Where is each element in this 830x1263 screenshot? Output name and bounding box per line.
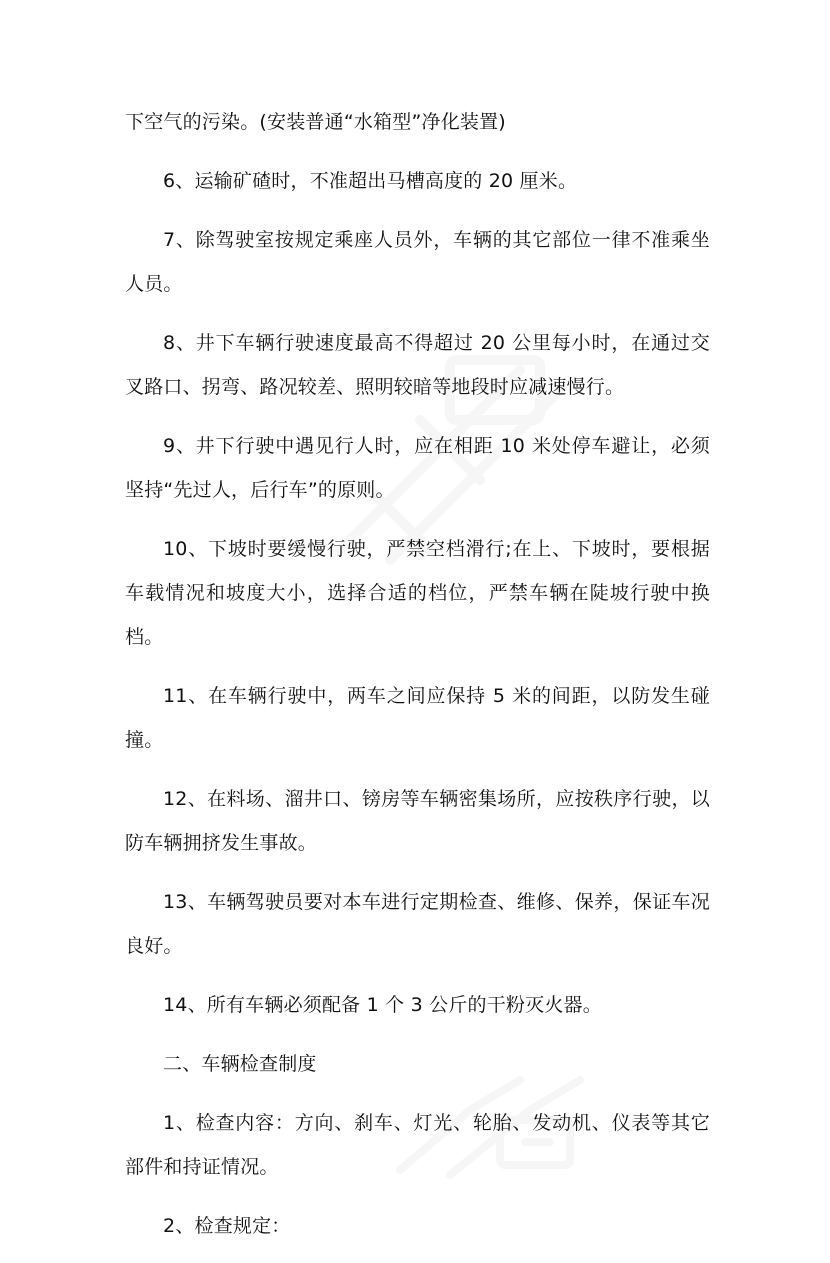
paragraph-continuation: 下空气的污染。(安装普通“水箱型”净化装置): [125, 111, 506, 133]
paragraph-rule-7: 7、除驾驶室按规定乘座人员外，车辆的其它部位一律不准乘坐人员。: [125, 229, 710, 295]
document-body: [125, 100, 710, 1263]
paragraph-rule-11: 11、在车辆行驶中，两车之间应保持 5 米的间距，以防发生碰撞。: [125, 685, 710, 751]
paragraph-rule-13: 13、车辆驾驶员要对本车进行定期检查、维修、保养，保证车况良好。: [125, 891, 710, 957]
paragraph-rule-12: 12、在料场、溜井口、镑房等车辆密集场所，应按秩序行驶，以防车辆拥挤发生事故。: [125, 788, 710, 854]
paragraph-rule-6: 6、运输矿碴时，不准超出马槽高度的 20 厘米。: [163, 170, 578, 192]
paragraph-check-rules: 2、检查规定：: [163, 1215, 291, 1237]
paragraph-rule-10: 10、下坡时要缓慢行驶，严禁空档滑行;在上、下坡时，要根据车载情况和坡度大小，选择合适的档位，严禁车辆在陡坡行驶中换档。: [125, 538, 710, 648]
paragraph-check-content: 1、检查内容：方向、刹车、灯光、轮胎、发动机、仪表等其它部件和持证情况。: [125, 1112, 710, 1178]
paragraph-rule-14: 14、所有车辆必须配备 1 个 3 公斤的干粉灭火器。: [163, 994, 602, 1016]
section-heading: 二、车辆检查制度: [163, 1053, 317, 1075]
paragraph-rule-9: 9、井下行驶中遇见行人时，应在相距 10 米处停车避让，必须坚持“先过人，后行车”的原则。: [125, 435, 710, 501]
paragraph-rule-8: 8、井下车辆行驶速度最高不得超过 20 公里每小时，在通过交叉路口、拐弯、路况较差、照明较暗等地段时应减速慢行。: [125, 332, 710, 398]
